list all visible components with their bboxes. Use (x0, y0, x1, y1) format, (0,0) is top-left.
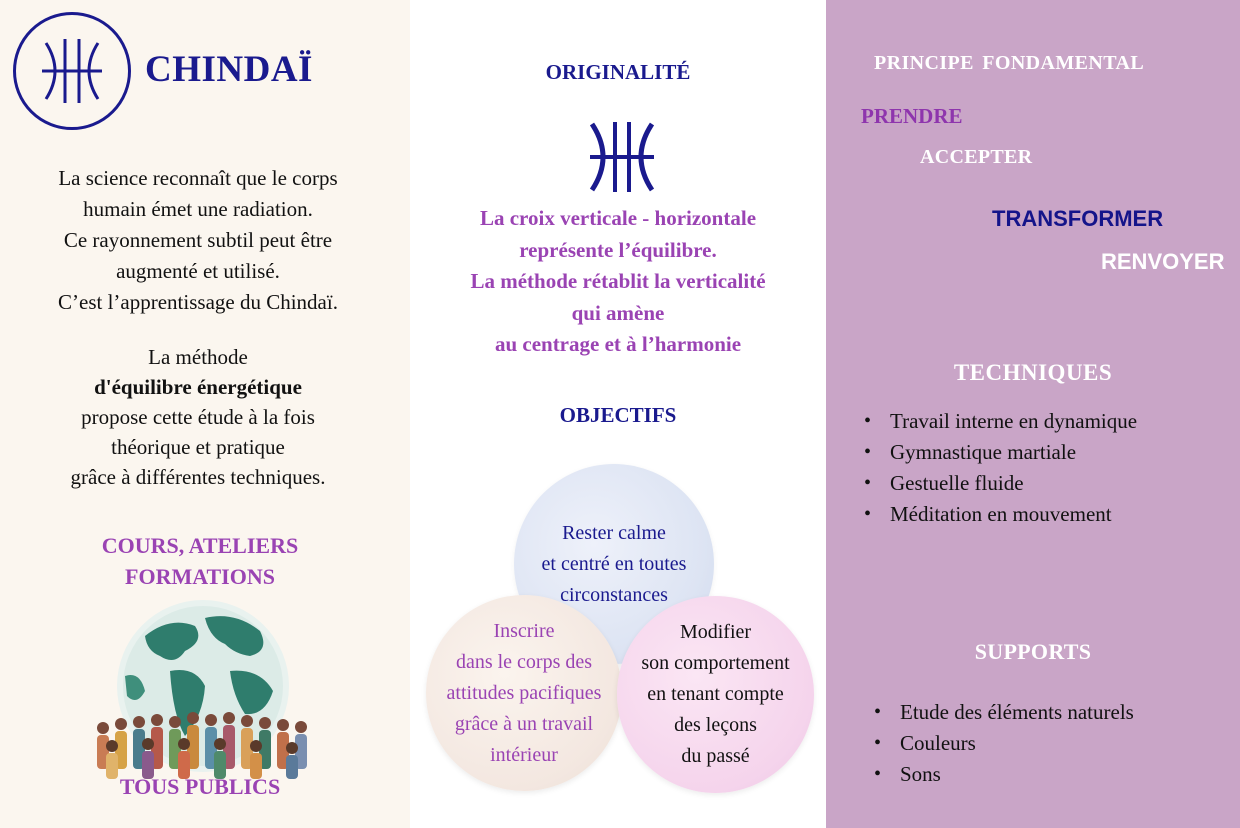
bubble-line: et centré en toutes (541, 552, 687, 575)
methode-line: propose cette étude à la fois (81, 405, 315, 429)
croix-line: au centrage et à l’harmonie (494, 332, 742, 356)
bubble-line: Inscrire (493, 619, 555, 642)
objectif-inscrire-bubble (426, 595, 622, 791)
intro-line: humain émet une radiation. (83, 197, 313, 221)
principe-prendre: PRENDRE (861, 104, 963, 128)
principe-transformer: TRANSFORMER (992, 206, 1164, 231)
bubble-line: Rester calme (562, 521, 666, 544)
supports-title: SUPPORTS (974, 639, 1092, 664)
intro-line: Ce rayonnement subtil peut être (63, 228, 333, 252)
right-panel (826, 0, 1240, 828)
list-item: • Gymnastique martiale (862, 437, 1137, 468)
intro-line: La science reconnaît que le corps (58, 166, 338, 190)
intro-line: C’est l’apprentissage du Chindaï. (58, 290, 338, 314)
principe-accepter: ACCEPTER (920, 146, 1033, 168)
list-item: • Etude des éléments naturels (872, 697, 1134, 728)
bubble-line: Modifier (679, 621, 752, 643)
croix-text (410, 203, 826, 361)
croix-line: La méthode rétablit la verticalité (470, 269, 766, 293)
chindai-logo-icon (588, 122, 656, 192)
courses-heading (20, 530, 380, 592)
courses-line: FORMATIONS (125, 564, 275, 589)
bubble-line: en tenant compte (647, 683, 784, 705)
list-item: • Méditation en mouvement (862, 499, 1137, 530)
methode-line: La méthode (148, 345, 248, 369)
croix-line: représente l’équilibre. (519, 237, 717, 262)
bubble-line: attitudes pacifiques (446, 681, 602, 704)
bubble-line: grâce à un travail (454, 712, 594, 735)
objectif-modifier-bubble (617, 596, 814, 793)
methode-line: théorique et pratique (111, 435, 285, 459)
list-item: • Sons (872, 759, 1134, 790)
techniques-list (862, 406, 1137, 530)
bubble-line: son comportement (641, 652, 790, 674)
croix-line: qui amène (571, 300, 665, 325)
chindai-logo-icon (13, 12, 131, 130)
croix-line: La croix verticale - horizontale (479, 206, 757, 230)
list-item: • Gestuelle fluide (862, 468, 1137, 499)
bubble-line: circonstances (560, 583, 668, 606)
techniques-title: TECHNIQUES (953, 360, 1113, 385)
brand-title: CHINDAÏ (145, 49, 313, 90)
intro-text (20, 163, 376, 318)
methode-text (20, 342, 376, 492)
bubble-line: intérieur (490, 743, 558, 766)
courses-line: COURS, ATELIERS (101, 533, 299, 558)
methode-bold-line: d'équilibre énergétique (94, 375, 302, 399)
supports-list (872, 697, 1134, 790)
originalite-title: ORIGINALITÉ (545, 60, 691, 84)
principe-title: PRINCIPE FONDAMENTAL (874, 52, 1145, 74)
middle-panel (410, 0, 826, 828)
bubble-line: du passé (681, 745, 750, 767)
bubble-line: dans le corps des (455, 650, 593, 673)
list-item: • Travail interne en dynamique (862, 406, 1137, 437)
public-label: TOUS PUBLICS (119, 774, 281, 799)
methode-line: grâce à différentes techniques. (70, 465, 326, 489)
principe-renvoyer: RENVOYER (1101, 249, 1225, 274)
bubble-line: des leçons (674, 714, 757, 736)
objectifs-title: OBJECTIFS (559, 403, 677, 427)
intro-line: augmenté et utilisé. (116, 259, 280, 283)
left-panel (0, 0, 410, 828)
list-item: • Couleurs (872, 728, 1134, 759)
